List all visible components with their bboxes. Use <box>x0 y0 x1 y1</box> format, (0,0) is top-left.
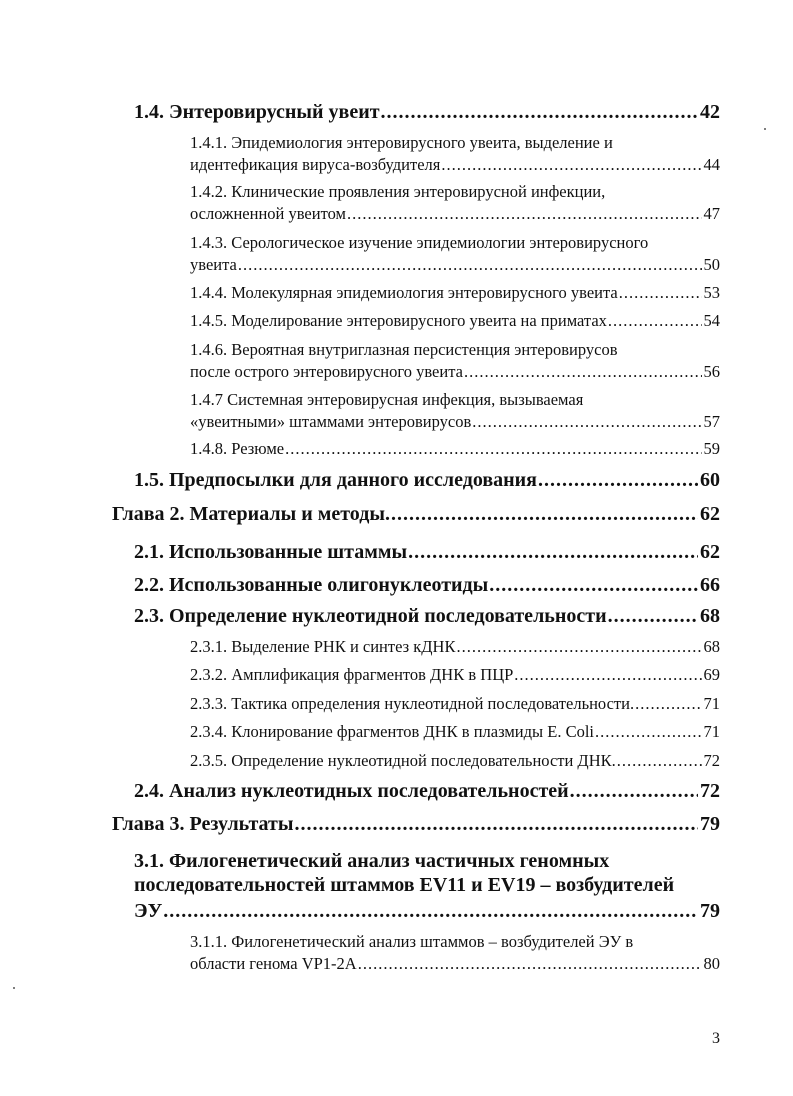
leader-dots <box>570 780 698 802</box>
leader-dots <box>238 255 702 275</box>
entry-title: 1.5. Предпосылки для данного исследования <box>134 469 537 491</box>
entry-title: 1.4. Энтеровирусный увеит <box>134 101 380 123</box>
leader-dots <box>635 692 701 716</box>
page-ref: 62 <box>700 503 720 525</box>
toc-chapter-3[interactable] <box>112 813 720 835</box>
leader-dots <box>514 663 701 687</box>
page-ref: 54 <box>703 311 720 330</box>
page-ref: 68 <box>703 637 720 656</box>
toc-entry-1-4-4[interactable] <box>190 281 720 305</box>
page-ref: 71 <box>703 722 720 741</box>
entry-title-line1: 1.4.2. Клинические проявления энтеровирусной инфекции, <box>190 182 606 201</box>
page-ref: 47 <box>703 204 720 223</box>
leader-dots <box>441 155 701 175</box>
entry-title: 1.4.4. Молекулярная эпидемиология энтеровирусного увеита <box>190 283 618 302</box>
leader-dots <box>595 720 702 744</box>
scan-speck <box>13 987 15 989</box>
toc-entry-1-5[interactable] <box>134 469 720 491</box>
leader-dots <box>347 204 702 224</box>
page-ref: 50 <box>703 255 720 274</box>
page-ref: 62 <box>700 541 720 563</box>
chapter-title: Глава 2. Материалы и методы. <box>112 503 390 525</box>
toc-entry-3-1-1[interactable] <box>190 930 720 974</box>
entry-title: 2.3.3. Тактика определения нуклеотидной последовательности. <box>190 694 635 713</box>
page-ref: 60 <box>700 469 720 491</box>
entry-title-line2: осложненной увеитом <box>190 204 346 223</box>
entry-title: 1.4.5. Моделирование энтеровирусного увеита на приматах <box>190 311 607 330</box>
entry-title: 2.3.1. Выделение РНК и синтез кДНК <box>190 637 456 656</box>
entry-title-line1: 1.4.7 Системная энтеровирусная инфекция, вызываемая <box>190 390 584 409</box>
entry-title-line2: идентефикация вируса-возбудителя <box>190 155 441 174</box>
entry-title: 1.4.8. Резюме <box>190 439 285 458</box>
entry-title-line1: 1.4.1. Эпидемиология энтеровирусного увеита, выделение и <box>190 133 613 152</box>
entry-title-line2: увеита <box>190 255 237 274</box>
page-ref: 68 <box>700 605 720 627</box>
entry-title-line2: «увеитными» штаммами энтеровирусов <box>190 412 472 431</box>
leader-dots <box>381 101 698 123</box>
leader-dots <box>538 469 698 491</box>
toc-entry-2-3-5[interactable] <box>190 749 720 773</box>
toc-entry-1-4-2[interactable] <box>190 180 720 224</box>
page-ref: 42 <box>700 101 720 123</box>
toc-entry-2-3[interactable] <box>134 605 720 627</box>
leader-dots <box>163 898 698 924</box>
toc-entry-1-4-3[interactable] <box>190 231 720 275</box>
chapter-title: Глава 3. Результаты <box>112 813 294 835</box>
toc-entry-1-4-8[interactable] <box>190 437 720 461</box>
leader-dots <box>608 309 702 333</box>
leader-dots <box>472 412 701 432</box>
leader-dots <box>464 362 702 382</box>
leader-dots <box>294 813 698 835</box>
toc-entry-2-4[interactable] <box>134 780 720 802</box>
toc-entry-1-4-7[interactable] <box>190 388 720 432</box>
scan-speck <box>764 128 766 130</box>
page-ref: 53 <box>703 283 720 302</box>
entry-title: 2.3.2. Амплификация фрагментов ДНК в ПЦР <box>190 665 514 684</box>
entry-title-line3: ЭУ <box>134 900 163 922</box>
page-number: 3 <box>712 1030 720 1047</box>
entry-title-line1: 3.1.1. Филогенетический анализ штаммов – возбудителей ЭУ в <box>190 932 634 951</box>
entry-title: 2.3. Определение нуклеотидной последовательности <box>134 605 607 627</box>
page-ref: 71 <box>703 694 720 713</box>
leader-dots <box>408 541 698 563</box>
page-ref: 72 <box>700 780 720 802</box>
toc-entry-1-4[interactable] <box>134 101 720 123</box>
toc-entry-1-4-6[interactable] <box>190 338 720 382</box>
page-ref: 72 <box>703 751 720 770</box>
entry-title-line1: 3.1. Филогенетический анализ частичных геномных <box>134 850 610 872</box>
entry-title: 2.3.4. Клонирование фрагментов ДНК в плазмиды E. Coli <box>190 722 594 741</box>
leader-dots <box>617 749 702 773</box>
leader-dots <box>358 954 702 974</box>
toc-entry-2-2[interactable] <box>134 574 720 596</box>
leader-dots <box>608 605 698 627</box>
entry-title-line1: 1.4.6. Вероятная внутриглазная персистенция энтеровирусов <box>190 340 618 359</box>
entry-title: 2.4. Анализ нуклеотидных последовательностей <box>134 780 569 802</box>
entry-title: 2.2. Использованные олигонуклеотиды <box>134 574 489 596</box>
page-ref: 57 <box>703 412 720 431</box>
page-ref: 80 <box>703 954 720 973</box>
page-ref: 79 <box>700 813 720 835</box>
toc-entry-3-1[interactable] <box>134 850 720 924</box>
leader-dots <box>285 437 701 461</box>
toc-entry-2-3-4[interactable] <box>190 720 720 744</box>
page-ref: 79 <box>700 900 720 922</box>
entry-title-line1: 1.4.3. Серологическое изучение эпидемиологии энтеровирусного <box>190 233 649 252</box>
toc-entry-2-3-2[interactable] <box>190 663 720 687</box>
toc-entry-2-1[interactable] <box>134 541 720 563</box>
leader-dots <box>456 635 701 659</box>
page-ref: 69 <box>703 665 720 684</box>
entry-title-line2: области генома VP1-2A <box>190 954 357 973</box>
entry-title: 2.3.5. Определение нуклеотидной последовательности ДНК. <box>190 751 616 770</box>
page-ref: 59 <box>703 439 720 458</box>
entry-title-line2: после острого энтеровирусного увеита <box>190 362 463 381</box>
toc-entry-2-3-1[interactable] <box>190 635 720 659</box>
entry-title: 2.1. Использованные штаммы <box>134 541 408 563</box>
toc-entry-1-4-5[interactable] <box>190 309 720 333</box>
entry-title-line2: последовательностей штаммов EV11 и EV19 – возбудителей <box>134 874 675 896</box>
leader-dots <box>619 281 702 305</box>
toc-entry-1-4-1[interactable] <box>190 131 720 175</box>
page-ref: 66 <box>700 574 720 596</box>
leader-dots <box>391 503 698 525</box>
leader-dots <box>489 574 698 596</box>
page-ref: 44 <box>703 155 720 174</box>
page-ref: 56 <box>703 362 720 381</box>
toc-chapter-2[interactable] <box>112 503 720 525</box>
toc-entry-2-3-3[interactable] <box>190 692 720 716</box>
